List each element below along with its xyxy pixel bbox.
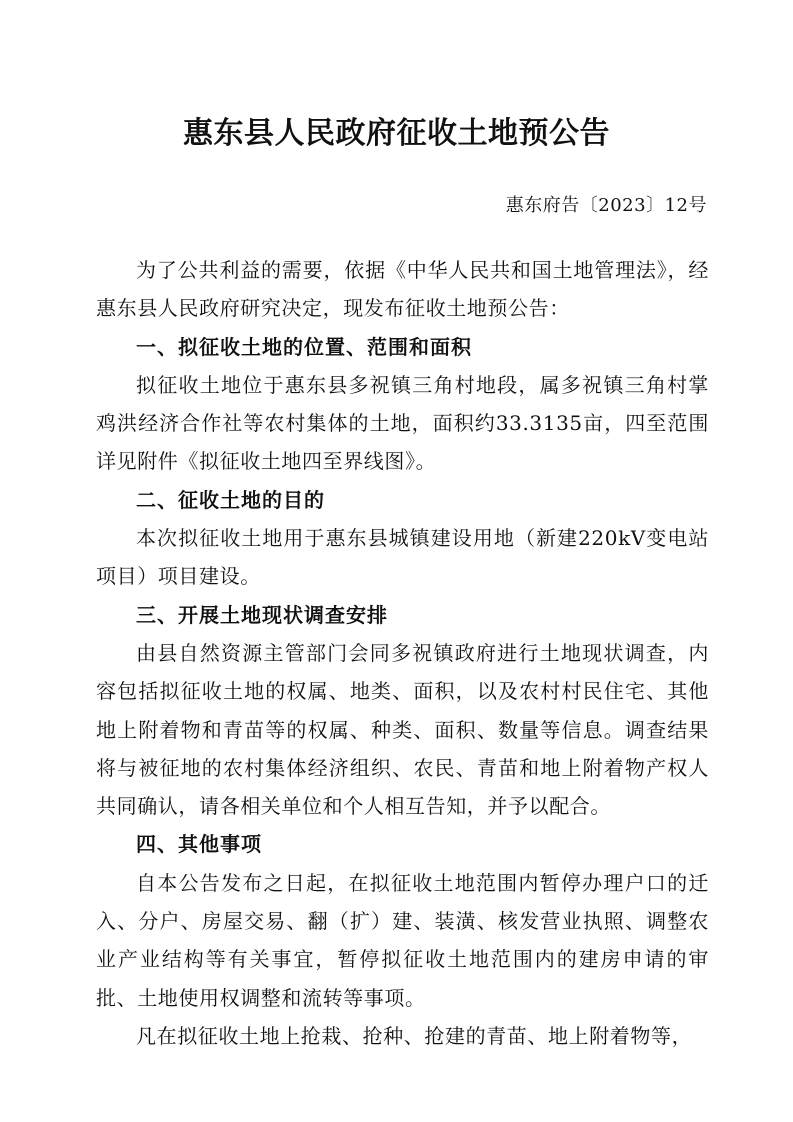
notice-title: 惠东县人民政府征收土地预公告: [183, 116, 610, 151]
intro-paragraph: 为了公共利益的需要，依据《中华人民共和国土地管理法》，经惠东县人民政府研究决定，现发布征收土地预公告：: [96, 258, 709, 321]
section-heading-other: 四、其他事项: [136, 832, 262, 857]
section-heading-survey: 三、开展土地现状调查安排: [136, 602, 388, 627]
notice-body: [96, 251, 709, 1055]
section-heading-purpose: 二、征收土地的目的: [136, 487, 325, 512]
section-paragraph: 本次拟征收土地用于惠东县城镇建设用地（新建220kV变电站项目）项目建设。: [96, 526, 709, 589]
section-paragraph: 由县自然资源主管部门会同多祝镇政府进行土地现状调查，内容包括拟征收土地的权属、地类、面积，以及农村村民住宅、其他地上附着物和青苗等的权属、种类、面积、数量等信息。调查结果将与被征地的农村集体经济组织、农民、青苗和地上附着物产权人共同确认，请各相关单位和个人相互告知，并予以配合。: [96, 640, 709, 819]
document-number: 惠东府告〔2023〕12号: [505, 195, 707, 216]
section-paragraph: 自本公告发布之日起，在拟征收土地范围内暂停办理户口的迁入、分户、房屋交易、翻（扩）建、装潢、核发营业执照、调整农业产业结构等有关事宜，暂停拟征收土地范围内的建房申请的审批、土地使用权调整和流转等事项。: [96, 870, 709, 1010]
section-heading-location: 一、拟征收土地的位置、范围和面积: [136, 334, 472, 359]
section-paragraph: 拟征收土地位于惠东县多祝镇三角村地段，属多祝镇三角村掌鸡洪经济合作社等农村集体的土地，面积约33.3135亩，四至范围详见附件《拟征收土地四至界线图》。: [96, 372, 709, 474]
section-paragraph: 凡在拟征收土地上抢栽、抢种、抢建的青苗、地上附着物等，: [136, 1023, 693, 1048]
